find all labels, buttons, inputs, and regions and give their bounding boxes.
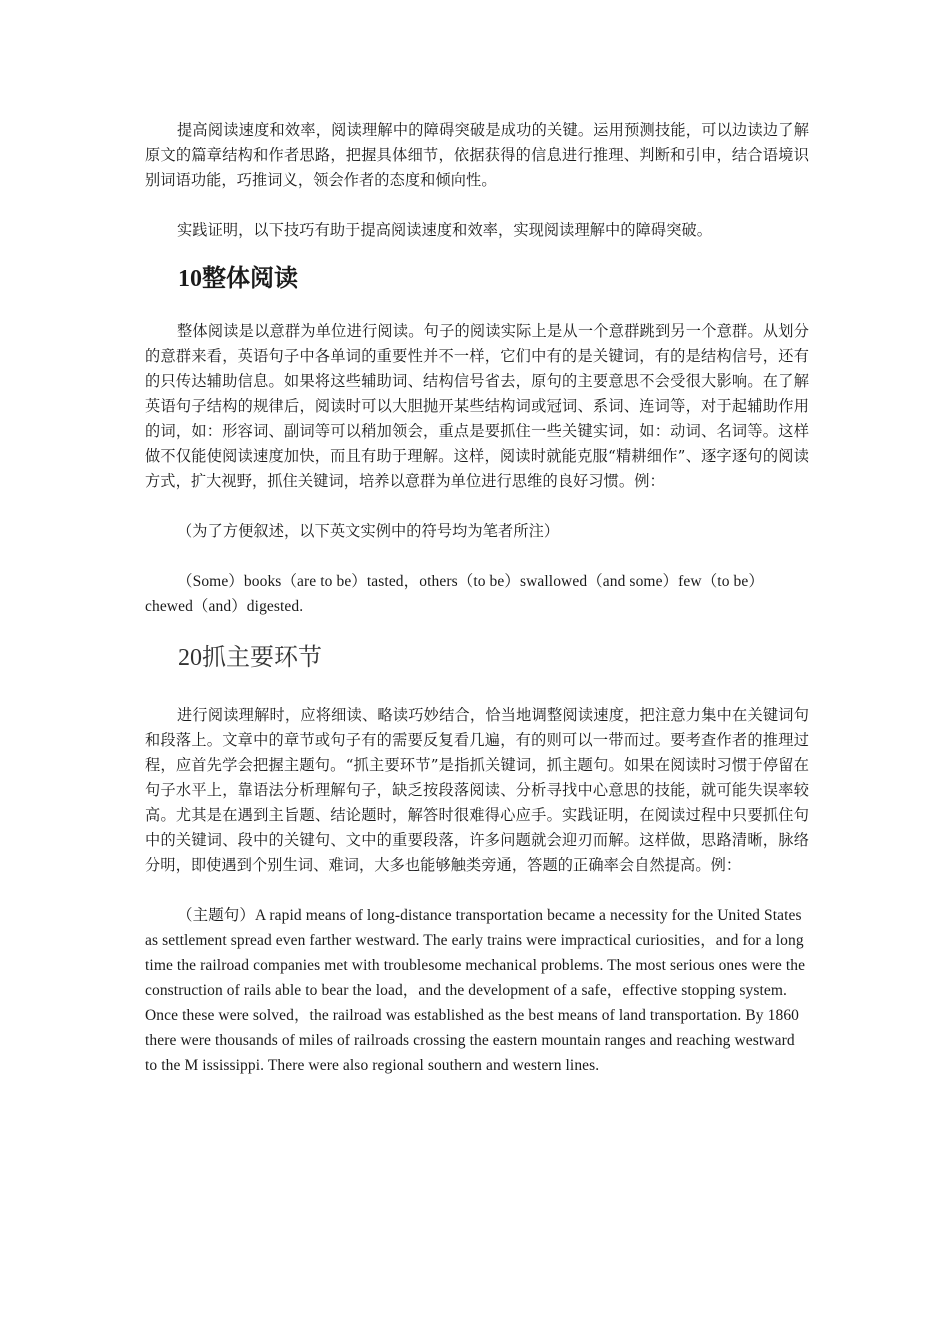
section-heading-1: 10整体阅读 — [178, 266, 298, 292]
example-paragraph-1: （Some）books（are to be）tasted，others（to be）swallowed（and some）few（to be）chewed（and）digested. — [145, 573, 764, 615]
note-paragraph: （为了方便叙述，以下英文实例中的符号均为笔者所注） — [177, 522, 560, 540]
whole-reading-paragraph: 整体阅读是以意群为单位进行阅读。句子的阅读实际上是从一个意群跳到另一个意群。从划分的意群来看，英语句子中各单词的重要性并不一样，它们中有的是关键词，有的是结构信号，还有的只传达辅助信息。如果将这些辅助词、结构信号省去，原句的主要意思不会受很大影响。在了解英语句子结构的规律后，阅读时可以大胆抛开某些结构词或冠词、系词、连词等，对于起辅助作用的词，如：形容词、副词等可以稍加领会，重点是要抓住一些关键实词，如：动词、名词等。这样做不仅能使阅读速度加快，而且有助于理解。这样，阅读时就能克服“精耕细作”、逐字逐句的阅读方式，扩大视野，抓住关键词，培养以意群为单位进行思维的良好习惯。例： — [145, 322, 809, 490]
example-paragraph-2: （主题句）A rapid means of long-distance transportation became a necessity for the United States as settlement spread even farther westward. The early trains were impractical curiosities，and for a long time the railroad companies met with troublesome mechanical problems. The most serious ones were the construction of rails able to bear the load，and the development of a safe，effective stopping system. Once these were solved，the railroad was established as the best means of land transportation. By 1860 there were thousands of miles of railroads crossing the eastern mountain ranges and reaching westward to the M ississippi. There were also regional southern and western lines. — [145, 907, 806, 1074]
document-page — [145, 118, 809, 1078]
practice-paragraph: 实践证明，以下技巧有助于提高阅读速度和效率，实现阅读理解中的障碍突破。 — [177, 221, 713, 239]
section-heading-2: 20抓主要环节 — [178, 645, 322, 671]
intro-paragraph: 提高阅读速度和效率，阅读理解中的障碍突破是成功的关键。运用预测技能，可以边读边了解原文的篇章结构和作者思路，把握具体细节，依据获得的信息进行推理、判断和引申，结合语境识别词语功能，巧推词义，领会作者的态度和倾向性。 — [145, 121, 809, 189]
main-points-paragraph: 进行阅读理解时，应将细读、略读巧妙结合，恰当地调整阅读速度，把注意力集中在关键词句和段落上。文章中的章节或句子有的需要反复看几遍，有的则可以一带而过。要考查作者的推理过程，应首先学会把握主题句。“抓主要环节”是指抓关键词，抓主题句。如果在阅读时习惯于停留在句子水平上，靠语法分析理解句子，缺乏按段落阅读、分析寻找中心意思的技能，就可能失误率较高。尤其是在遇到主旨题、结论题时，解答时很难得心应手。实践证明，在阅读过程中只要抓住句中的关键词、段中的关键句、文中的重要段落，许多问题就会迎刃而解。这样做，思路清晰，脉络分明，即使遇到个别生词、难词，大多也能够触类旁通，答题的正确率会自然提高。例： — [145, 706, 809, 874]
